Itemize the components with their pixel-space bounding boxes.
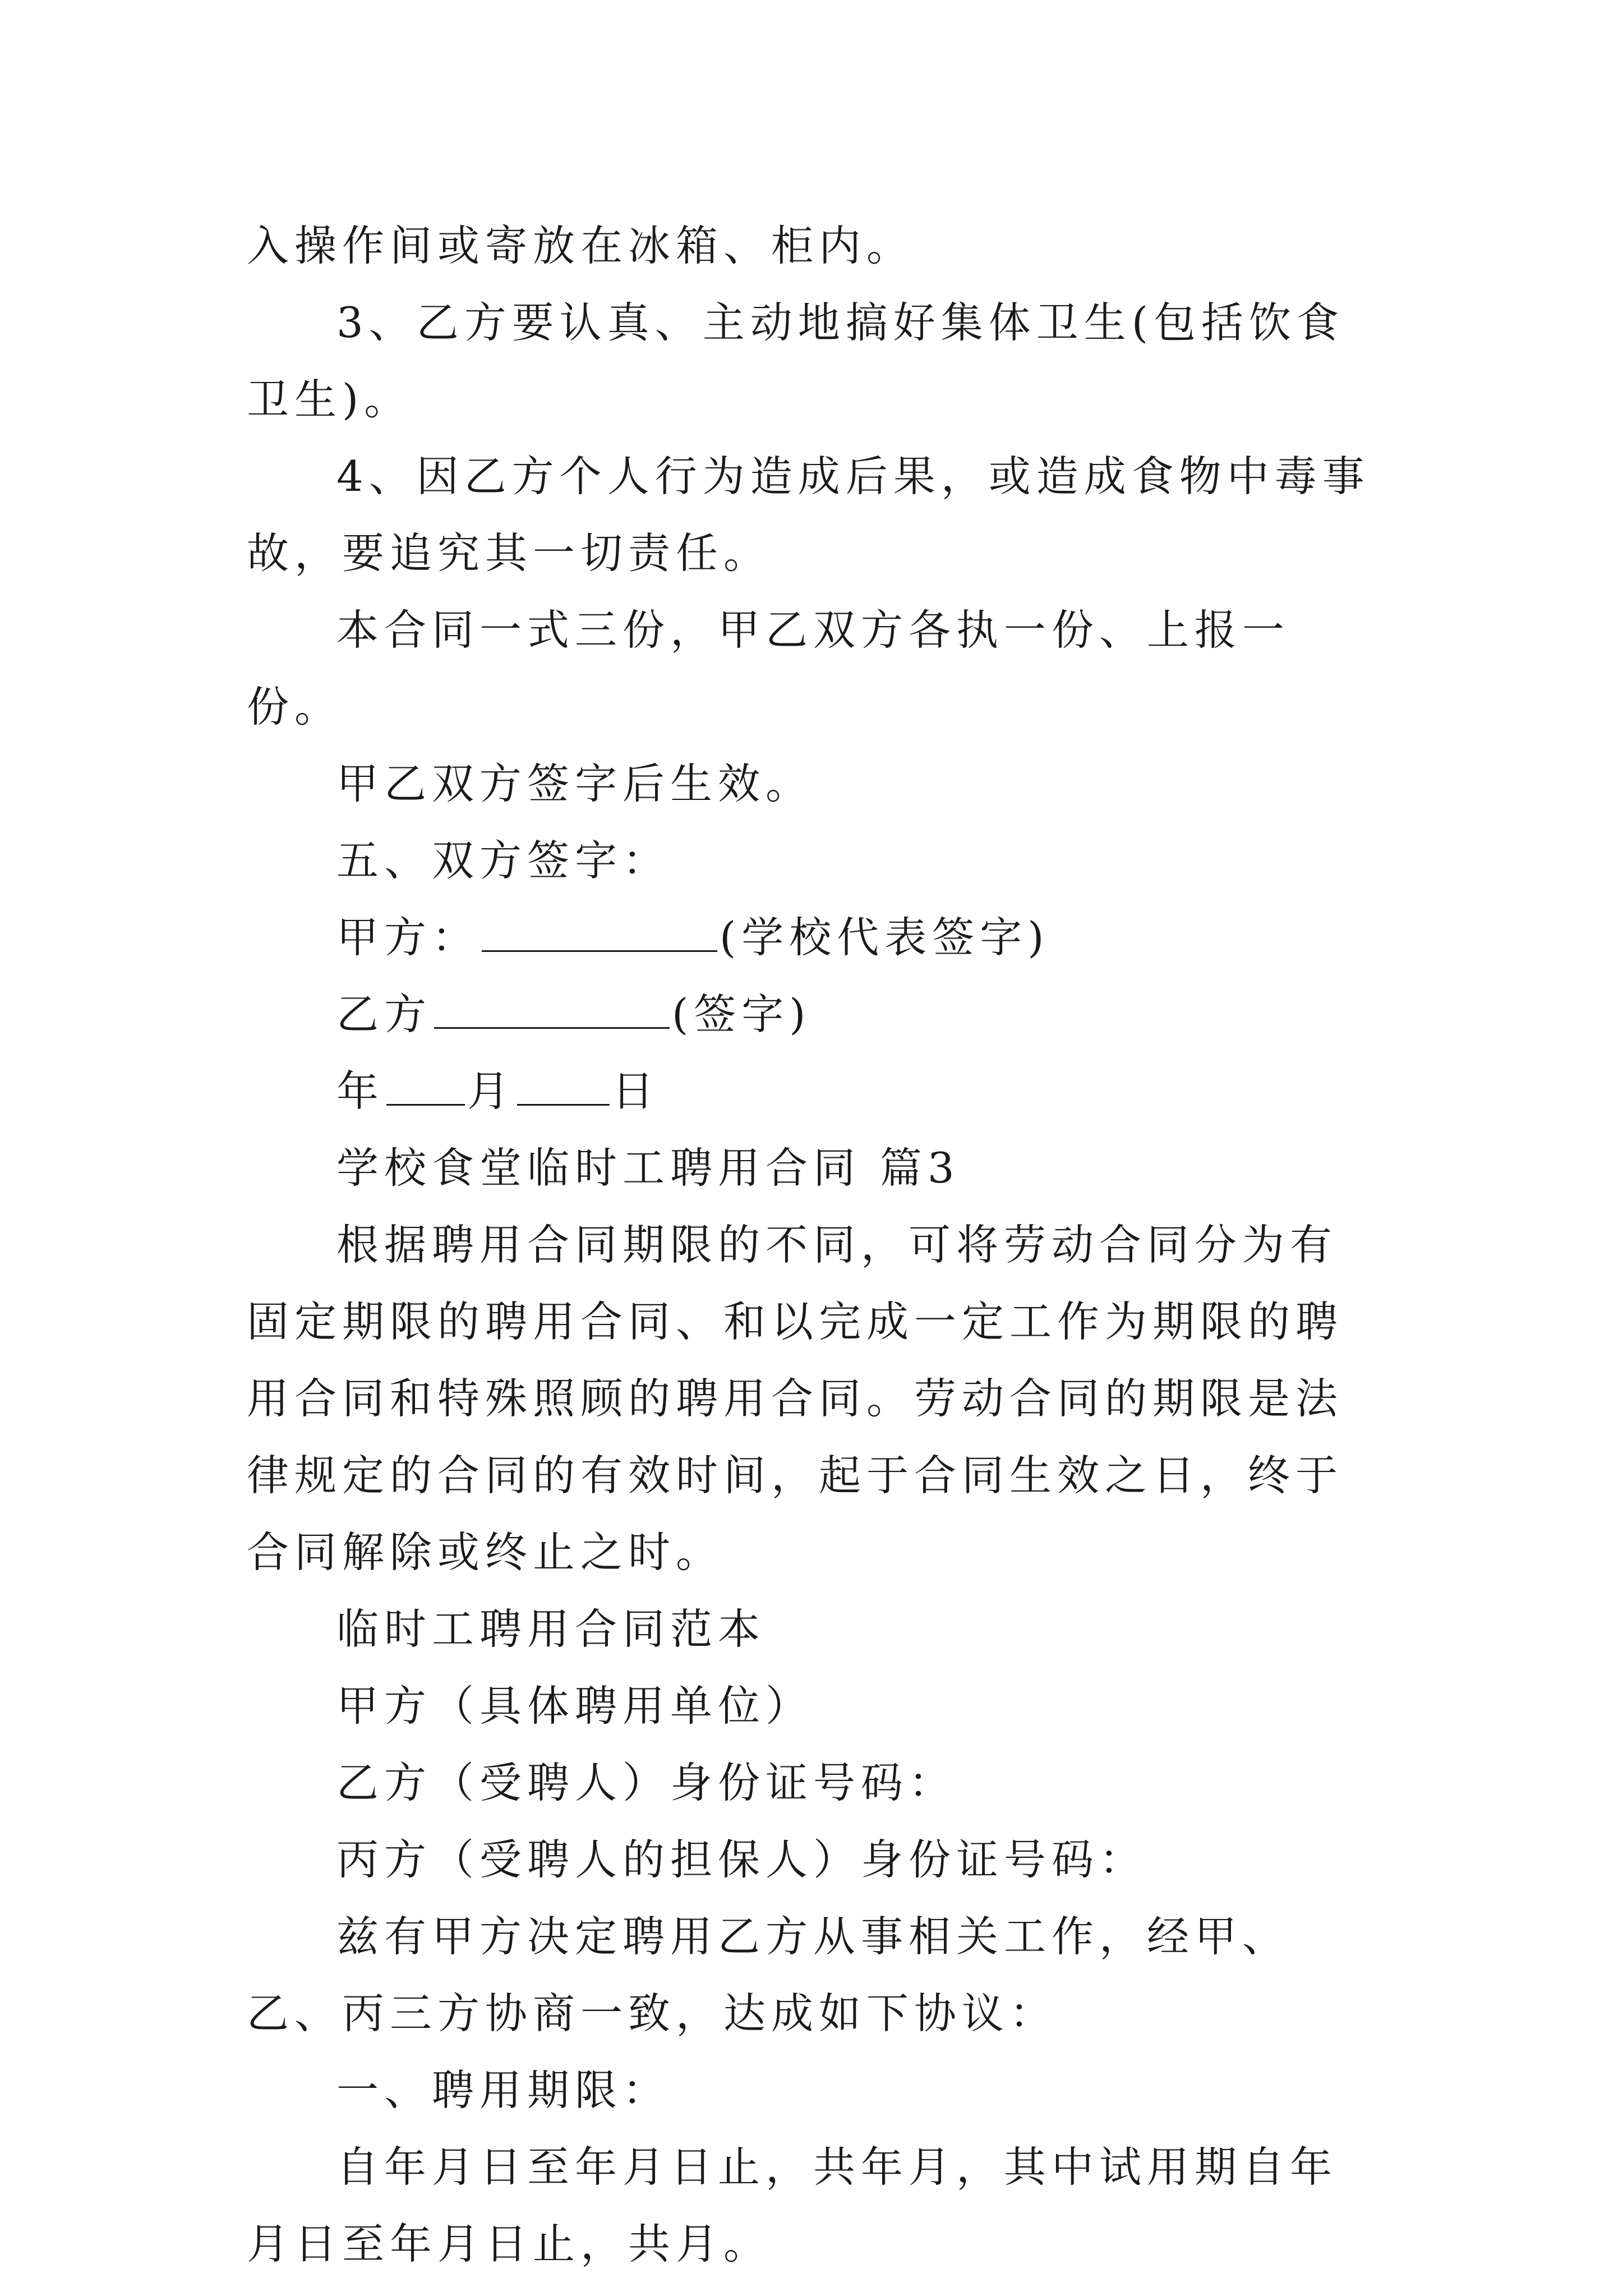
contract-title: 学校食堂临时工聘用合同 篇3 (336, 1143, 960, 1193)
clause-4: 4、因乙方个人行为造成后果，或造成食物中毒事故，要追究其一切责任。 (247, 452, 1370, 578)
day-blank (517, 1070, 610, 1106)
day-label: 日 (612, 1066, 660, 1116)
party-b-signature-line (247, 976, 1380, 1053)
party-a-signature-blank (482, 917, 717, 952)
month-label: 月 (467, 1066, 515, 1116)
section-five-heading: 五、双方签字： (336, 836, 671, 885)
employment-period-text: 自年月日至年月日止，共年月，其中试用期自年月日至年月日止，共月。 (247, 2142, 1338, 2269)
party-a-note: (学校代表签字) (720, 913, 1050, 962)
party-c-field: 丙方（受聘人的担保人）身份证号码： (336, 1835, 1147, 1884)
template-title: 临时工聘用合同范本 (336, 1604, 766, 1654)
party-b-field: 乙方（受聘人）身份证号码： (336, 1758, 957, 1807)
section-one-heading: 一、聘用期限： (336, 2065, 671, 2115)
party-b-label: 乙方 (336, 990, 432, 1039)
clause-3: 3、乙方要认真、主动地搞好集体卫生(包括饮食卫生)。 (247, 298, 1344, 424)
copies-statement: 本合同一式三份，甲乙双方各执一份、上报一份。 (247, 605, 1290, 731)
party-b-signature-blank (434, 993, 670, 1029)
year-label: 年 (336, 1066, 385, 1116)
document-body (247, 208, 1380, 2283)
party-a-field: 甲方（具体聘用单位） (336, 1681, 814, 1731)
party-b-note: (签字) (672, 990, 811, 1039)
paragraph-continuation: 入操作间或寄放在冰箱、柜内。 (247, 221, 915, 270)
agreement-preamble: 兹有甲方决定聘用乙方从事相关工作，经甲、乙、丙三方协商一致，达成如下协议： (247, 1912, 1290, 2038)
contract-term-explanation: 根据聘用合同期限的不同，可将劳动合同分为有固定期限的聘用合同、和以完成一定工作为期限的聘用合同和特殊照顾的聘用合同。劳动合同的期限是法律规定的合同的有效时间，起于合同生效之日，终于合同解除或终止之时。 (247, 1220, 1344, 1577)
month-blank (386, 1070, 465, 1106)
effective-statement: 甲乙双方签字后生效。 (336, 759, 814, 808)
party-a-signature-line (247, 899, 1380, 976)
party-a-label: 甲方： (336, 913, 480, 962)
date-line (247, 1053, 1380, 1130)
